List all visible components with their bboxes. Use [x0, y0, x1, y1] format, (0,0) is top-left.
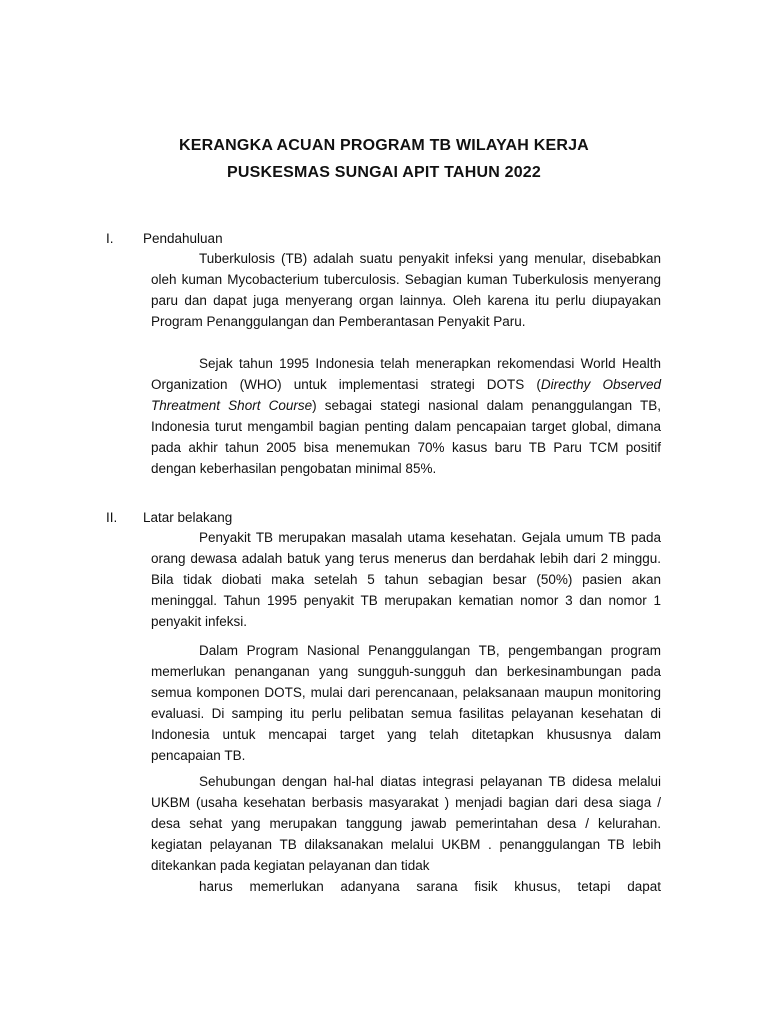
document-title-line-1: KERANGKA ACUAN PROGRAM TB WILAYAH KERJA — [179, 137, 589, 154]
section-2-paragraph-1: Penyakit TB merupakan masalah utama kesehatan. Gejala umum TB pada orang dewasa adalah batuk yang terus menerus dan berdahak lebih dari 2 minggu. Bila tidak diobati maka setelah 5 tahun sebagian besar (50%) pasien akan meninggal. Tahun 1995 penyakit TB merupakan kematian nomor 3 dan nomor 1 penyakit infeksi. — [151, 530, 661, 629]
section-2-title: Latar belakang — [143, 510, 233, 525]
section-1-number: I. — [106, 231, 114, 246]
section-1-title: Pendahuluan — [143, 231, 223, 246]
paragraph-text: Sehubungan dengan hal-hal diatas integrasi pelayanan TB didesa melalui UKBM (usaha kesehatan berbasis masyarakat ) menjadi bagian dari desa siaga / desa sehat yang merupakan tanggung jawab pemerintahan desa / kelurahan. kegiatan pelayanan TB dilaksanakan melalui UKBM . penanggulangan TB lebih ditekankan pada kegiatan pelayanan dan tidak — [151, 774, 661, 873]
document-title-line-2: PUSKESMAS SUNGAI APIT TAHUN 2022 — [226, 164, 541, 181]
dots-expansion-italic: Directhy Observed Threatment Short Course — [151, 377, 662, 413]
section-2-number: II. — [106, 510, 118, 525]
section-1-paragraph-2 — [151, 353, 661, 479]
paragraph-last-line: harus memerlukan adanyana sarana fisik khusus, tetapi dapat — [199, 879, 661, 894]
paragraph-text: Sejak tahun 1995 Indonesia telah menerapkan rekomendasi World Health Organization (WHO) untuk implementasi strategi DOTS ( — [151, 356, 661, 392]
section-1-paragraph-1: Tuberkulosis (TB) adalah suatu penyakit infeksi yang menular, disebabkan oleh kuman Mycobacterium tuberculosis. Sebagian kuman Tuberkulosis menyerang paru dan dapat juga menyerang organ lainnya. Oleh karena itu perlu diupayakan Program Penanggulangan dan Pemberantasan Penyakit Paru. — [151, 251, 661, 329]
paragraph-text: ) sebagai stategi nasional dalam penanggulangan TB, Indonesia turut mengambil bagian penting dalam pencapaian target global, dimana pada akhir tahun 2005 bisa menemukan 70% kasus baru TB Paru TCM positif dengan keberhasilan pengobatan minimal 85%. — [151, 398, 661, 476]
section-2-paragraph-3 — [151, 771, 661, 897]
section-2-paragraph-2: Dalam Program Nasional Penanggulangan TB, pengembangan program memerlukan penanganan yang sungguh-sungguh dan berkesinambungan pada semua komponen DOTS, mulai dari perencanaan, pelaksanaan maupun monitoring evaluasi. Di samping itu perlu pelibatan semua fasilitas pelayanan kesehatan di Indonesia untuk mencapai target yang telah ditetapkan khususnya dalam pencapaian TB. — [151, 643, 661, 763]
